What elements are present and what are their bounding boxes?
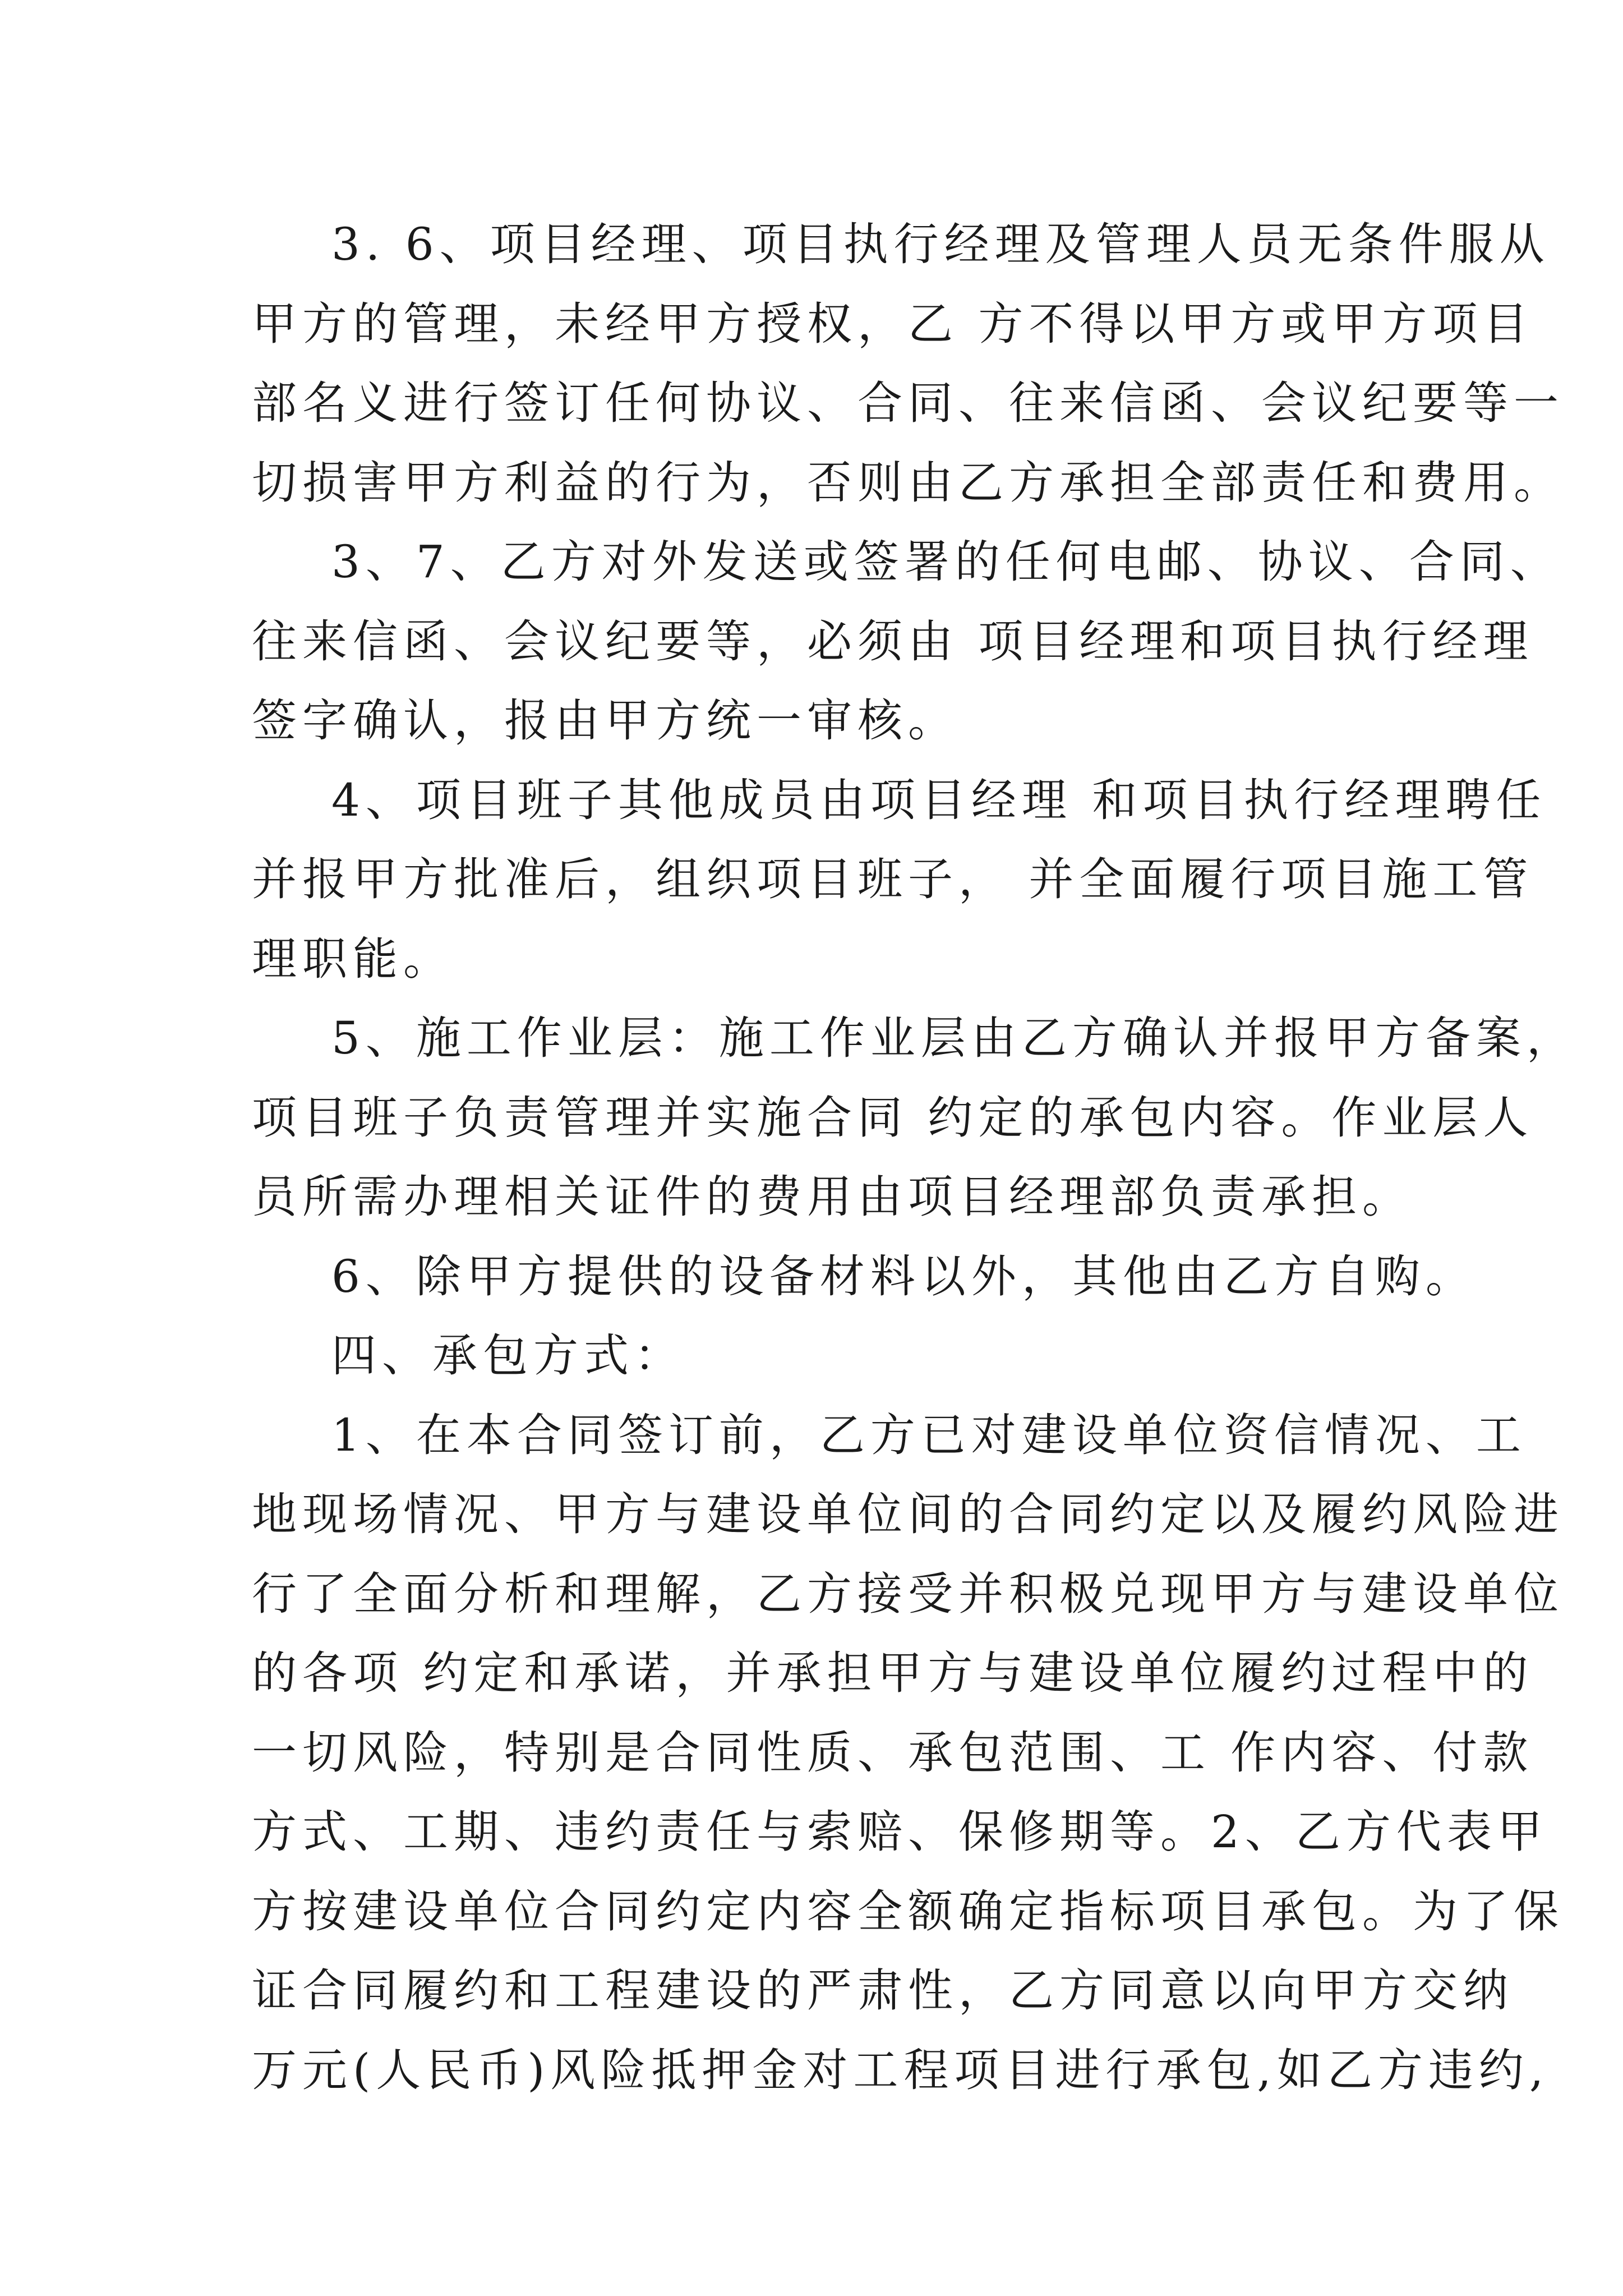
text-line: 方按建设单位合同约定内容全额确定指标项目承包。为了保 xyxy=(252,1885,1564,1938)
text-line: 的各项 约定和承诺，并承担甲方与建设单位履约过程中的 xyxy=(252,1647,1534,1699)
text-line: 方式、工期、违约责任与索赔、保修期等。2、乙方代表甲 xyxy=(252,1806,1548,1858)
document-body xyxy=(252,205,1577,2110)
text-line: 部名义进行签订任何协议、合同、往来信函、会议纪要等一 xyxy=(252,377,1564,429)
text-line: 员所需办理相关证件的费用由项目经理部负责承担。 xyxy=(252,1171,1413,1223)
section-heading: 四、承包方式： xyxy=(331,1329,685,1382)
text-line: 甲方的管理，未经甲方授权，乙 方不得以甲方或甲方项目 xyxy=(252,297,1534,350)
text-line: 行了全面分析和理解，乙方接受并积极兑现甲方与建设单位 xyxy=(252,1567,1564,1620)
text-line: 3、7、乙方对外发送或签署的任何电邮、协议、合同、 xyxy=(331,536,1561,588)
text-line: 项目班子负责管理并实施合同 约定的承包内容。作业层人 xyxy=(252,1091,1534,1144)
text-line: 理职能。 xyxy=(252,932,454,985)
text-line: 5、施工作业层：施工作业层由乙方确认并报甲方备案， xyxy=(331,1012,1577,1064)
text-line: 6、除甲方提供的设备材料以外，其他由乙方自购。 xyxy=(331,1250,1476,1303)
text-line: 3. 6、项目经理、项目执行经理及管理人员无条件服从 xyxy=(331,218,1550,270)
text-line: 证合同履约和工程建设的严肃性，乙方同意以向甲方交纳 xyxy=(252,1964,1514,2017)
text-line: 并报甲方批准后，组织项目班子， 并全面履行项目施工管 xyxy=(252,853,1534,905)
text-line: 万元(人民币)风险抵押金对工程项目进行承包,如乙方违约, xyxy=(252,2044,1550,2096)
text-line: 一切风险，特别是合同性质、承包范围、工 作内容、付款 xyxy=(252,1726,1534,1779)
text-line: 地现场情况、甲方与建设单位间的合同约定以及履约风险进 xyxy=(252,1488,1564,1540)
text-line: 往来信函、会议纪要等，必须由 项目经理和项目执行经理 xyxy=(252,615,1534,668)
text-line: 4、项目班子其他成员由项目经理 和项目执行经理聘任 xyxy=(331,774,1547,826)
text-line: 1、在本合同签订前，乙方已对建设单位资信情况、工 xyxy=(331,1409,1527,1461)
text-line: 签字确认，报由甲方统一审核。 xyxy=(252,694,958,747)
text-line: 切损害甲方利益的行为，否则由乙方承担全部责任和费用。 xyxy=(252,456,1564,509)
